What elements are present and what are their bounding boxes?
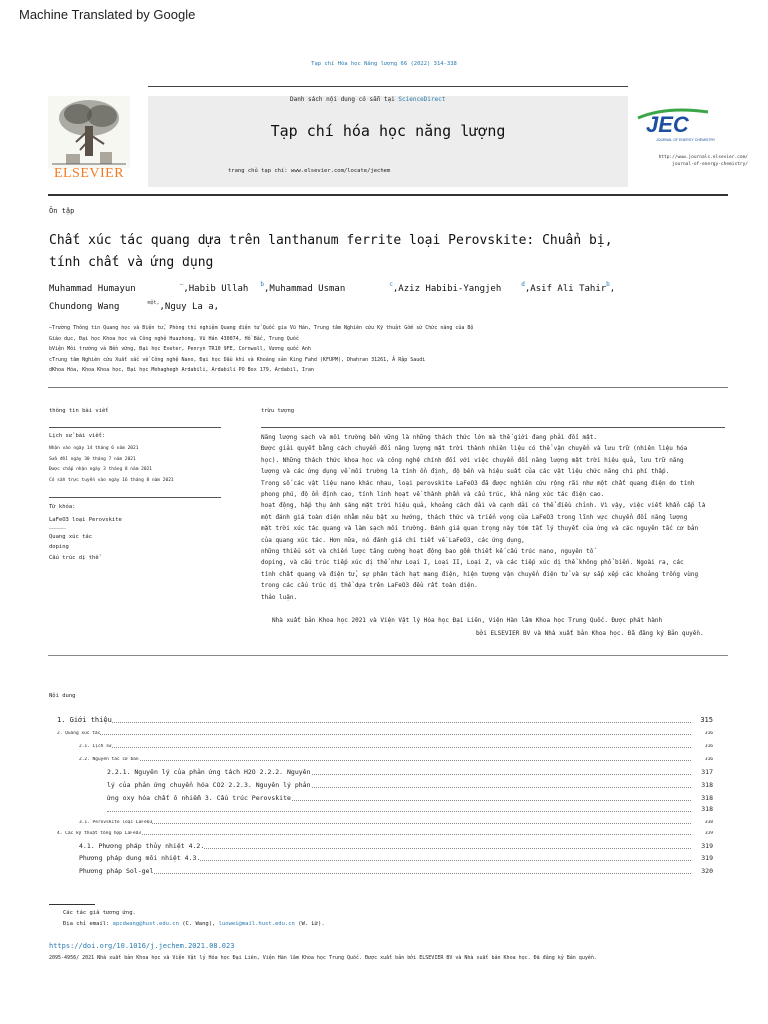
copyright-line-1: Nhà xuất bản Khoa học 2021 và Viện Vật lý Hóa học Đại Liên, Viện Hàn lâm Khoa học Trung Quốc. Được phát hành [272,617,663,624]
author-name[interactable]: ,Nguy La a, [159,302,220,312]
affiliation-d: dKhoa Hóa, Khoa Khoa học, Đại học Mohaghegh Ardabili, Ardabili PO Box 179, Ardabil, Iran [49,367,314,373]
authors-line-1 [49,281,616,294]
email-prefix: Địa chỉ email: [63,921,110,927]
sciencedirect-link[interactable]: ScienceDirect [398,96,446,103]
author-name[interactable]: ,Muhammad Usman [263,284,346,294]
abstract-line: mặt trời xúc tác quang và làm sạch môi trường. Đánh giá quan trọng này tóm tắt lý thuyết của ứng và các nguyên tắc cơ bản [261,525,699,533]
author-affil-mark: b [260,281,264,288]
jec-url[interactable] [620,154,748,168]
toc-page: 319 [704,831,713,836]
abstract-heading: trừu tượng [261,408,295,414]
toc-entry[interactable] [79,842,713,850]
toc-label: Phương pháp dung môi nhiệt 4.3. [79,854,201,862]
keywords-list [49,515,122,563]
toc-label: lý của phản ứng chuyển hóa CO2 2.2.3. Nguyên lý phản [107,781,311,789]
doi-link[interactable]: https://doi.org/10.1016/j.jechem.2021.08.023 [49,942,235,950]
affiliation-a-cont: Giáo dục, Đại học Khoa học và Công nghệ Huazhong, Vũ Hán 430074, Hồ Bắc, Trung Quốc [49,335,299,342]
toc-page: 316 [704,757,713,762]
abstract-body [261,432,725,603]
toc-entry[interactable] [79,757,713,762]
toc-entry[interactable] [107,781,713,789]
toc-label: 3.1. Perovskite loại LaFeO3 [79,820,153,825]
author-affil-mark: c [389,281,393,288]
keyword: Cấu trúc dị thể [49,554,99,561]
authors-line-2 [49,302,219,312]
article-title-line-2: tính chất và ứng dụng [49,255,214,270]
email-link-lu[interactable]: luowei@mail.hust.edu.cn [218,921,295,927]
toc-entry[interactable] [57,716,713,724]
jec-logo[interactable] [636,104,716,144]
journal-title: Tạp chí hóa học năng lượng [270,122,506,140]
toc-label: 1. Giới thiệu [57,716,112,724]
author-name[interactable]: ,Asif Ali Tahir [524,284,607,294]
toc-label: 4.1. Phương pháp thủy nhiệt 4.2. [79,842,205,850]
toc-label: 2.2. Nguyên tắc cơ bản [79,757,139,762]
translation-banner: Machine Translated by Google [19,7,196,22]
issn-copyright: 2095-4956/ 2021 Nhà xuất bản Khoa học và Viện Vật lý Hóa học Đại Liên, Viện Hàn lâm Khoa học Trung Quốc. Được xuất bản bởi ELSEVIER BV và Nhà xuất bản Khoa học. Đã đăng ký Bản quyền. [49,955,597,961]
article-history [49,444,174,486]
abstract-line: của quang xúc tác. Hơn nữa, nó đánh giá chi tiết về LaFeO3, các ứng dụng, [261,536,525,544]
email-note [63,921,325,927]
toc-page: 320 [701,867,713,875]
history-heading: Lịch sử bài viết: [49,433,106,439]
toc-entry[interactable] [79,867,713,875]
keyword-separator: ——————— [49,525,66,531]
toc-entry[interactable] [79,854,713,862]
jec-wordmark: JEC [646,112,689,137]
copyright-line-2: bởi ELSEVIER BV và Nhà xuất bản Khoa học. Đã đăng ký Bản quyền. [476,630,704,637]
author-name[interactable]: ,Habib Ullah [183,284,249,294]
abstract-rule [261,427,725,428]
toc-label: Phương pháp Sol-gel [79,867,154,875]
toc-page: 318 [701,794,713,802]
keywords-rule [49,497,221,498]
corresponding-note: Các tác giả tương ứng. [63,910,136,916]
journal-reference-link[interactable]: Tạp chí Hóa học Năng lượng 66 (2022) 314-338 [311,61,457,67]
toc-entry[interactable] [107,768,713,776]
abstract-line: Được giải quyết bằng cách chuyển đổi năng lượng mặt trời thành nhiên liệu có thể vận chuyển và lưu trữ (nhiên liệu hóa [261,445,688,453]
affiliations [49,323,729,376]
email-owner: (W. Lữ). [298,921,325,927]
elsevier-wordmark: ELSEVIER [53,166,125,181]
abstract-line: trong các cấu trúc dị thể dựa trên LaFeO3 đều rất toàn diện. [261,582,478,590]
abstract-line: Năng lượng sạch và môi trường bền vững là những thách thức lớn mà thế giới đang phải đối mặt. [261,434,597,441]
jec-subtitle: JOURNAL OF ENERGY CHEMISTRY [656,138,716,142]
author-name[interactable]: Muhammad Humayun [49,284,136,294]
toc-entry[interactable] [57,831,713,836]
abstract-line: những thiếu sót và chiến lược tăng cường hoạt động bao gồm thiết kế cấu trúc nano, nguyên tố [261,548,594,556]
history-received: Nhận vào ngày 14 tháng 6 năm 2021 [49,446,139,451]
author-name[interactable]: Chundong Wang [49,302,120,312]
abstract-line: hoạt động, hấp thụ ánh sáng mặt trời hiệu quả, khoảng cách dải và cạnh dải có thể điều chỉnh. Vì vậy, việc viết khẩn cấp là [261,502,706,510]
footnote-rule [49,904,95,905]
abstract-line: Trong số các vật liệu nano khác nhau, loại perovskite LaFeO3 đã được nghiên cứu rộng rãi như một chất quang điện do tính [261,479,695,487]
header-rule-bottom [48,194,728,196]
abstract-line: doping, và cấu trúc tiếp xúc dị thể như Loại I, Loại II, Loại Z, và các tiếp xúc dị thể không phổ biến. Ngoài ra, các [261,559,684,567]
toc-entry[interactable] [107,794,713,802]
jec-url-line-2: journal-of-energy-chemistry/ [672,162,748,167]
toc-entry[interactable] [107,805,713,813]
abstract-line: học). Những thách thức khoa học và công nghệ chính đối với việc chuyển đổi năng lượng mặt trời hiệu quả, lưu trữ năng [261,456,684,464]
toc-page: 316 [704,744,713,749]
affiliation-c: cTrung tâm Nghiên cứu Xuất sắc về Công nghệ Nano, Đại học Dầu khí và Khoáng sản King Fahd (KFUPM), Dhahran 31261, Ả Rập Saudi [49,356,426,363]
toc-entry[interactable] [79,744,713,749]
toc-page: 318 [701,805,713,813]
affiliation-b: bViện Môi trường và Bền vững, Đại học Exeter, Penryn TR10 9FE, Cornwall, Vương quốc Anh [49,346,311,352]
contents-available [290,96,445,103]
toc-label: 2.2.1. Nguyên lý của phản ứng tách H2O 2.2.2. Nguyên [107,768,311,776]
affiliation-rule [48,387,728,388]
history-revised: Sửa đổi ngày 30 tháng 7 năm 2021 [49,456,136,462]
keywords-heading: Từ khóa: [49,504,76,510]
keyword: Quang xúc tác [49,533,93,540]
toc-page: 318 [704,820,713,825]
article-type: Ôn tập [49,207,75,215]
article-title-line-1: Chất xúc tác quang dựa trên lanthanum ferrite loại Perovskite: Chuẩn bị, [49,233,613,248]
jec-swoosh-icon [636,104,716,144]
toc-label: 2. Quang xúc tác [57,731,101,736]
toc-entry[interactable] [57,731,713,736]
affiliation-a: –Trường Thông tin Quang học và Điện tử, Phòng thí nghiệm Quang điện tử Quốc gia Vũ Hán, Trung tâm Nghiên cứu Kỹ thuật Gốm sứ Chức năng của Bộ [49,325,474,331]
email-owner: (C. Wang), [182,921,216,927]
author-affil-mark: b [606,281,610,288]
abstract-line: tính chất quang và điện tử, sự phân tách hạt mang điện, hiện tượng vận chuyển điện tử và sự sắp xếp các khoảng trống vùng [261,570,699,578]
abstract-line: lượng và các ứng dụng về môi trường là tính ổn định, độ bền và hiệu suất của các vật liệu chức năng chi phí thấp. [261,468,670,476]
keyword: doping [49,544,69,550]
article-title [49,230,689,274]
toc-page: 316 [704,731,713,736]
author-affil-mark: d [521,281,525,288]
toc-entry[interactable] [79,820,713,825]
history-online: Có sẵn trực tuyến vào ngày 16 tháng 8 năm 2021 [49,477,174,483]
author-separator: , [609,284,616,294]
contents-prefix: Danh sách nội dung có sẵn tại [290,96,395,103]
email-link-wang[interactable]: apcdwang@hust.edu.cn [112,921,179,927]
elsevier-logo[interactable] [48,96,130,182]
toc-label: ứng oxy hóa chất ô nhiễm 3. Cấu trúc Perovskite [107,794,291,802]
header-rule-top [148,86,628,87]
article-info-rule [49,427,221,428]
abstract-line: phong phú, độ ổn định cao, tính linh hoạt về thành phần và cấu trúc, khả năng xúc tác điện cao. [261,491,605,499]
contents-rule-top [48,655,728,656]
toc-page: 315 [700,716,713,724]
toc-page: 319 [701,854,713,862]
jec-url-line-1: http://www.journals.elsevier.com/ [658,155,748,160]
toc-label: 2.1. Lịch sử [79,744,112,749]
keyword: LaFeO3 loại Perovskite [49,517,122,523]
toc-page: 319 [701,842,713,850]
abstract-line: một đánh giá toàn diện nhằm nêu bật xu hướng, thách thức và triển vọng của LaFeO3 trong lĩnh vực chuyển đổi năng lượng [261,513,688,521]
article-info-heading: thông tin bài viết [49,408,109,414]
toc-label: 4. Các kỹ thuật tổng hợp LaFeO3 [57,831,141,836]
toc-page: 317 [701,768,713,776]
toc-page: 318 [701,781,713,789]
author-affil-mark: – [179,281,184,288]
history-accepted: Được chấp nhận ngày 3 tháng 8 năm 2021 [49,467,152,472]
journal-homepage[interactable]: trang chủ tạp chí: www.elsevier.com/locate/jechem [228,168,391,174]
author-name[interactable]: ,Aziz Habibi-Yangjeh [392,284,502,294]
author-affil-mark: một, [147,300,160,306]
contents-heading: Nội dung [49,693,76,699]
abstract-line: thảo luận. [261,593,298,601]
